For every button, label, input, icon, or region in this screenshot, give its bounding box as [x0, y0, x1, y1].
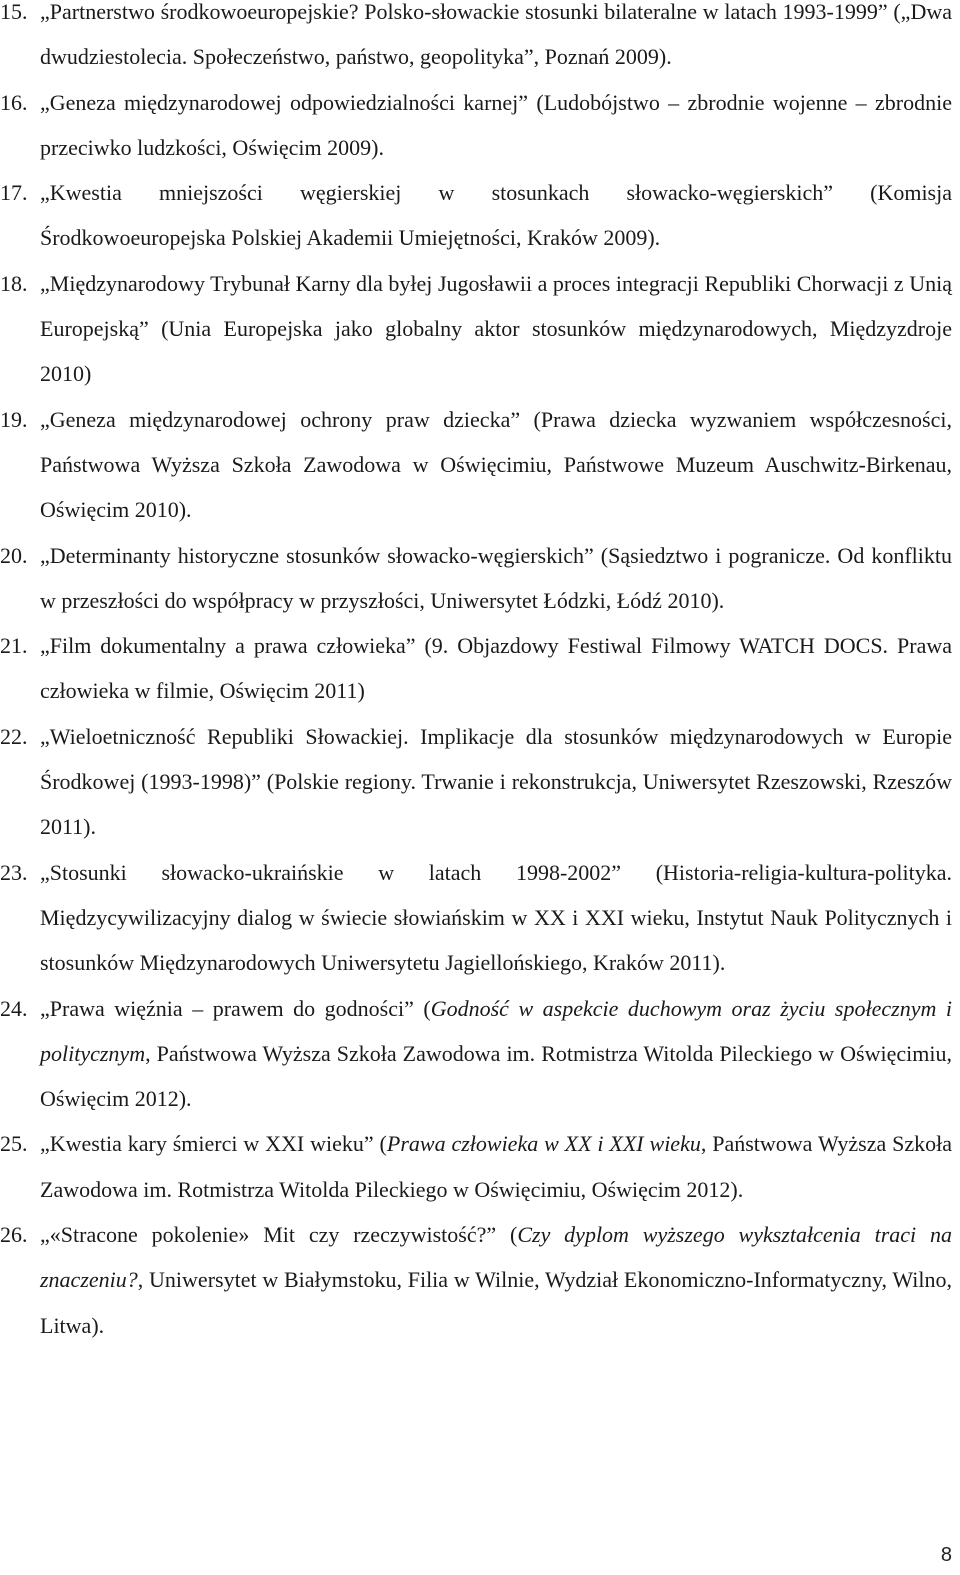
item-text-italic: Czy dyplom wyższego wykształcenia traci na znaczeniu?	[40, 1222, 952, 1293]
item-text: „Stosunki słowacko-ukraińskie w latach 1998-2002” (Historia-religia-kultura-polityka. Międzycywilizacyjny dialog w świecie słowiańskim w XX i XXI wieku, Instytut Nauk Politycznych i stosunków Międzynarodowych Uniwersytetu Jagiellońskiego, Kraków 2011).	[40, 859, 952, 976]
item-text: , Państwowa Wyższa Szkoła Zawodowa im. Rotmistrza Witolda Pileckiego w Oświęcimiu, Oświęcim 2012).	[40, 1040, 952, 1112]
item-number: 16.	[0, 89, 28, 115]
item-number: 15.	[0, 0, 28, 24]
page-number: 8	[940, 1544, 952, 1566]
item-text: „«Stracone pokolenie» Mit czy rzeczywistość?” (	[40, 1222, 518, 1248]
item-text: , Uniwersytet w Białymstoku, Filia w Wilnie, Wydział Ekonomiczno-Informatyczny, Wilno, Litwa).	[40, 1267, 952, 1338]
item-number: 22.	[0, 723, 28, 749]
list-item	[0, 1121, 952, 1212]
item-number: 23.	[0, 859, 28, 885]
item-text: „Geneza międzynarodowej ochrony praw dziecka” (Prawa dziecka wyzwaniem współczesności, Państwowa Wyższa Szkoła Zawodowa w Oświęcimiu, Państwowe Muzeum Auschwitz-Birkenau, Oświęcim 2010).	[40, 406, 952, 523]
item-text: „Partnerstwo środkowoeuropejskie? Polsko-słowackie stosunki bilateralne w latach 1993-1999” („Dwa dwudziestolecia. Społeczeństwo, państwo, geopolityka”, Poznań 2009).	[40, 0, 952, 70]
list-item	[0, 1212, 952, 1348]
item-text: „Kwestia mniejszości węgierskiej w stosunkach słowacko-węgierskich” (Komisja Środkowoeuropejska Polskiej Akademii Umiejętności, Kraków 2009).	[40, 180, 952, 251]
list-item	[0, 80, 952, 171]
list-item	[0, 714, 952, 850]
item-number: 21.	[0, 633, 28, 659]
list-item	[0, 623, 952, 714]
item-text-italic: Prawa człowieka w XX i XXI wieku	[386, 1131, 701, 1157]
item-text: „Międzynarodowy Trybunał Karny dla byłej Jugosławii a proces integracji Republiki Chorwacji z Unią Europejską” (Unia Europejska jako globalny aktor stosunków międzynarodowych, Międzyzdroje 2010)	[40, 270, 952, 387]
item-text: „Geneza międzynarodowej odpowiedzialności karnej” (Ludobójstwo – zbrodnie wojenne – zbrodnie przeciwko ludzkości, Oświęcim 2009).	[40, 89, 952, 160]
list-item	[0, 261, 952, 397]
item-number: 19.	[0, 406, 28, 432]
item-number: 17.	[0, 180, 28, 206]
list-item	[0, 397, 952, 533]
item-number: 18.	[0, 270, 28, 296]
item-text: „Film dokumentalny a prawa człowieka” (9. Objazdowy Festiwal Filmowy WATCH DOCS. Prawa człowieka w filmie, Oświęcim 2011)	[40, 633, 952, 704]
item-number: 26.	[0, 1222, 28, 1248]
item-text: „Wieloetniczność Republiki Słowackiej. Implikacje dla stosunków międzynarodowych w Europie Środkowej (1993-1998)” (Polskie regiony. Trwanie i rekonstrukcja, Uniwersytet Rzeszowski, Rzeszów 2011).	[40, 723, 952, 840]
item-number: 20.	[0, 542, 28, 568]
list-item	[0, 533, 952, 624]
list-item	[0, 986, 952, 1122]
item-text: „Prawa więźnia – prawem do godności” (	[40, 995, 431, 1021]
item-text-italic: Godność w aspekcie duchowym oraz życiu społecznym i politycznym	[40, 995, 952, 1066]
item-text: „Kwestia kary śmierci w XXI wieku” (	[40, 1131, 387, 1157]
list-item	[0, 0, 952, 80]
item-number: 24.	[0, 995, 28, 1021]
list-item	[0, 850, 952, 986]
item-text: , Państwowa Wyższa Szkoła Zawodowa im. Rotmistrza Witolda Pileckiego w Oświęcimiu, Oświęcim 2012).	[40, 1131, 953, 1202]
list-item	[0, 170, 952, 261]
item-text: „Determinanty historyczne stosunków słowacko-węgierskich” (Sąsiedztwo i pogranicze. Od konfliktu w przeszłości do współpracy w przyszłości, Uniwersytet Łódzki, Łódź 2010).	[40, 542, 952, 613]
item-number: 25.	[0, 1131, 28, 1157]
